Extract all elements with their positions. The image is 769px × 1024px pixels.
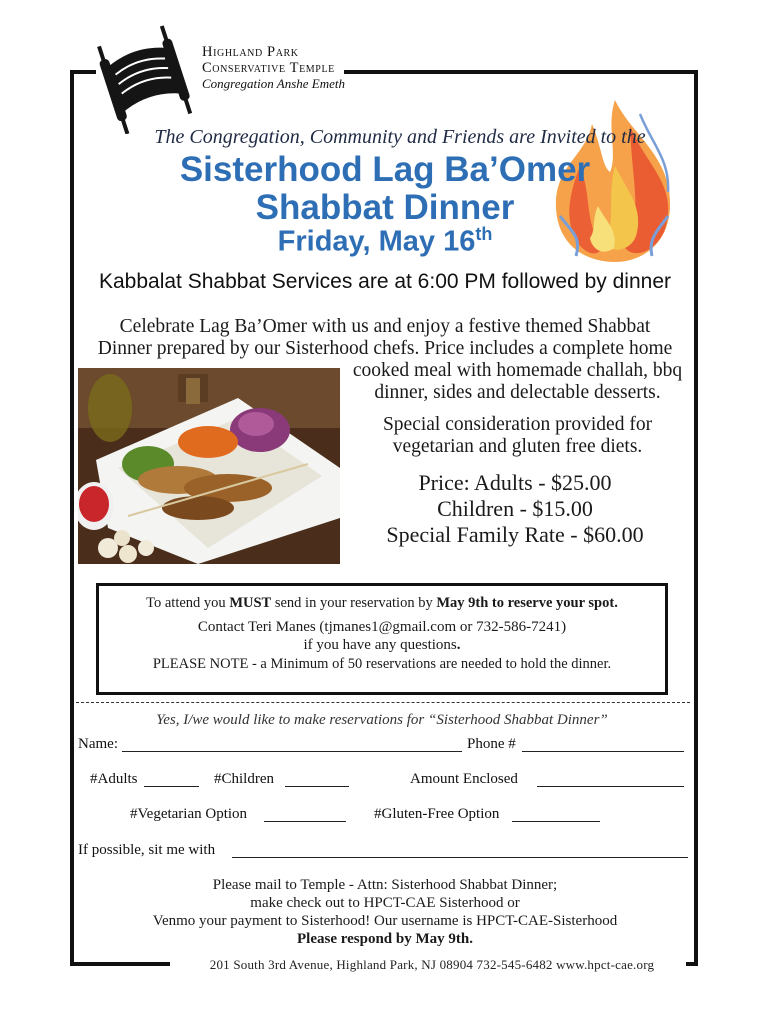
frame-border-bottom-left	[70, 962, 170, 966]
dietary-line1: Special consideration provided for	[382, 414, 653, 435]
price-children: Children - $15.00	[437, 496, 593, 521]
form-heading: Yes, I/we would like to make reservations for “Sisterhood Shabbat Dinner”	[156, 712, 608, 728]
phone-label: Phone #	[467, 736, 516, 752]
respond-by: Please respond by May 9th.	[297, 931, 473, 947]
mailing-instructions	[96, 876, 674, 948]
gluten-free-field[interactable]	[512, 821, 600, 822]
notice-deadline-date: May 9th to reserve your spot.	[436, 595, 618, 611]
frame-border-left	[70, 70, 74, 966]
seating-label: If possible, sit me with	[78, 842, 216, 858]
mailing-line2: make check out to HPCT-CAE Sisterhood or	[250, 895, 520, 911]
amount-field[interactable]	[537, 786, 684, 787]
notice-deadline	[96, 595, 668, 612]
org-name-line1: Highland Park	[202, 44, 299, 60]
mailing-line1: Please mail to Temple - Attn: Sisterhood Shabbat Dinner;	[212, 877, 558, 893]
description-top	[80, 316, 690, 360]
notice-questions-line	[96, 636, 668, 654]
event-title-line1: Sisterhood Lag Ba’Omer	[179, 150, 591, 189]
price-adults: Price: Adults - $25.00	[418, 470, 612, 495]
notice-contact-line: Contact Teri Manes (tjmanes1@gmail.com or 732-586-7241)	[197, 619, 567, 635]
amount-label: Amount Enclosed	[410, 771, 518, 787]
seating-field[interactable]	[232, 857, 688, 858]
cut-line	[76, 702, 690, 703]
event-date	[100, 224, 670, 259]
pricing	[345, 470, 685, 548]
notice-minimum: PLEASE NOTE - a Minimum of 50 reservations are needed to hold the dinner.	[152, 656, 612, 672]
event-date-suffix: th	[475, 224, 493, 244]
torah-scroll-logo-icon	[88, 22, 200, 134]
food-photo	[78, 368, 340, 564]
event-title-line2: Shabbat Dinner	[255, 188, 515, 227]
notice-questions-dot: .	[456, 637, 461, 653]
children-field[interactable]	[285, 786, 349, 787]
notice-deadline-pre: To attend you	[146, 595, 230, 611]
description-line2: Dinner prepared by our Sisterhood chefs. Price includes a complete home	[97, 338, 673, 359]
description-side	[340, 360, 695, 404]
frame-border-right	[694, 70, 698, 966]
phone-field[interactable]	[522, 751, 684, 752]
price-family: Special Family Rate - $60.00	[386, 522, 644, 547]
adults-field[interactable]	[144, 786, 199, 787]
notice-questions-text: if you have any questions	[303, 637, 457, 653]
frame-border-top	[344, 70, 698, 74]
frame-border-bottom-right	[686, 962, 698, 966]
vegetarian-label: #Vegetarian Option	[130, 806, 248, 822]
description-line4: dinner, sides and delectable desserts.	[374, 382, 661, 403]
adults-label: #Adults	[90, 771, 138, 787]
name-label: Name:	[78, 736, 118, 752]
vegetarian-field[interactable]	[264, 821, 346, 822]
dietary-note	[345, 414, 690, 458]
event-date-text: Friday, May 16	[277, 225, 476, 258]
notice-must: MUST	[229, 595, 272, 611]
org-name	[202, 44, 335, 76]
description-line3: cooked meal with homemade challah, bbq	[352, 360, 683, 381]
footer-address: 201 South 3rd Avenue, Highland Park, NJ 08904 732-545-6482 www.hpct-cae.org	[209, 957, 655, 972]
children-label: #Children	[214, 771, 274, 787]
notice-contact	[96, 618, 668, 654]
org-name-line2: Conservative Temple	[202, 60, 335, 76]
gluten-free-label: #Gluten-Free Option	[374, 806, 500, 822]
description-line1: Celebrate Lag Ba’Omer with us and enjoy a festive themed Shabbat	[119, 316, 651, 337]
mailing-line3: Venmo your payment to Sisterhood! Our username is HPCT-CAE-Sisterhood	[152, 913, 618, 929]
name-field[interactable]	[122, 751, 462, 752]
notice-deadline-mid: send in your reservation by	[271, 595, 437, 611]
dietary-line2: vegetarian and gluten free diets.	[392, 436, 643, 457]
services-time: Kabbalat Shabbat Services are at 6:00 PM followed by dinner	[98, 270, 671, 293]
invitation-line: The Congregation, Community and Friends are Invited to the	[154, 126, 646, 148]
org-subtitle: Congregation Anshe Emeth	[202, 76, 345, 91]
